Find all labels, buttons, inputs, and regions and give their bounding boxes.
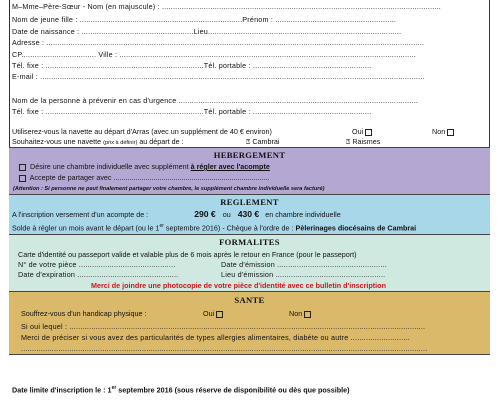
field-date-emission[interactable]: Date d'émission ..................................................: [221, 260, 387, 269]
formalites-warning: Merci de joindre une photocopie de votre pièce d'identité avec ce bulletin d'inscription: [91, 281, 386, 290]
checkbox-icon[interactable]: [365, 129, 372, 136]
reglement-acompte-text: A l'inscription versement d'un acompte de :: [12, 210, 149, 219]
navette-non-label: Non: [432, 127, 446, 136]
hebergement-attention: (Attention : Si personne ne peut finalement partager votre chambre, le supplément chambre individuelle sera facturé): [13, 186, 325, 192]
field-telephones[interactable]: Tél. fixe : ........................................................................Tél. portable : ......................................................: [12, 61, 372, 70]
field-naissance-lieu[interactable]: Date de naissance : ...................................................Lieu........................................................................................: [12, 27, 402, 36]
reglement-acompte: [12, 210, 341, 219]
hebergement-line1-underlined: à régler avec l'acompte: [190, 162, 270, 171]
field-nom[interactable]: M–Mme–Père-Sœur - Nom (en majuscule) : ...............................................................................................................................: [12, 2, 441, 11]
section-title: REGLEMENT: [220, 197, 279, 207]
hebergement-line2: Accepte de partager avec ..............................................................................: [29, 173, 270, 182]
section-sante: [9, 291, 490, 355]
section-reglement: [9, 194, 490, 234]
ordinal-sup: er: [159, 223, 164, 229]
reglement-solde-text: Solde à régler un mois avant le départ (ou le 1: [12, 223, 160, 233]
section-formalites: [9, 234, 490, 291]
reglement-individuelle-text: en chambre individuelle: [265, 210, 341, 219]
option-cambrai[interactable]: [246, 137, 280, 146]
formalites-line1: Carte d'identité ou passeport valide et valable plus de 6 mois après le retour en France (pour le passeport): [18, 250, 357, 259]
ordinal-sup: er: [111, 385, 117, 391]
sante-oui-label: Oui: [203, 309, 215, 318]
option-box-icon[interactable]: ⍰: [246, 137, 251, 146]
reglement-payee: Pèlerinages diocésains de Cambrai: [295, 223, 417, 233]
checkbox-icon[interactable]: [216, 311, 223, 318]
navette-note: (prix à définir): [103, 140, 138, 146]
field-lieu-emission[interactable]: Lieu d'émission ..................................................: [221, 270, 386, 279]
field-contact-telephones[interactable]: Tél. fixe : ........................................................................Tél. portable : ......................................................: [12, 107, 372, 116]
field-cp-ville[interactable]: CP.................................. Ville : .......................................................................................................................................: [12, 50, 416, 59]
checkbox-icon[interactable]: [304, 311, 311, 318]
date-limite-suite: septembre 2016 (sous réserve de disponibilité ou dès que possible): [116, 385, 350, 395]
checkbox-icon[interactable]: [19, 164, 26, 171]
sante-non-label: Non: [289, 309, 303, 318]
hebergement-partage[interactable]: [17, 173, 269, 182]
checkbox-icon[interactable]: [447, 129, 454, 136]
field-adresse[interactable]: Adresse : ............................................................................................................................................................................: [12, 38, 425, 47]
date-limite-text: Date limite d'inscription le : 1: [12, 385, 112, 395]
navette-non[interactable]: [432, 127, 456, 136]
section-hebergement: [9, 147, 490, 194]
field-contact-urgence[interactable]: Nom de la personne à prévenir en cas d'urgence .............................................................................................................: [12, 96, 419, 105]
hebergement-line1: Désire une chambre individuelle avec supplément: [30, 162, 189, 171]
section-title: FORMALITES: [219, 237, 280, 247]
sante-handicap: Souffrez-vous d'un handicap physique :: [21, 309, 147, 318]
field-numero-piece[interactable]: N° de votre pièce ............................................: [18, 260, 176, 269]
section-title: SANTE: [234, 295, 265, 305]
amount-individuelle: 430 €: [237, 209, 260, 219]
reglement-ou: ou: [222, 210, 231, 219]
amount-standard: 290 €: [194, 209, 216, 219]
navette-oui-label: Oui: [352, 127, 364, 136]
option-raismes-label: Raismes: [352, 137, 381, 146]
option-box-icon[interactable]: ⍰: [346, 137, 351, 146]
option-raismes[interactable]: [346, 137, 380, 146]
navette-question: [12, 127, 272, 136]
section-title: HEBERGEMENT: [213, 150, 286, 160]
navette-depart: au départ de :: [139, 137, 184, 146]
reglement-cheque-text: septembre 2016) - Chèque à l'ordre de :: [165, 223, 294, 233]
navette-souhait-text: Souhaitez-vous une navette: [12, 137, 102, 146]
field-nom-jeune-fille-prenom[interactable]: Nom de jeune fille : ..........................................................................Prénom : .......................................................: [12, 15, 397, 24]
field-date-expiration[interactable]: Date d'expiration ..............................................: [18, 270, 179, 279]
sante-non[interactable]: [289, 309, 313, 318]
reglement-solde: [12, 222, 416, 232]
sante-oui[interactable]: [203, 309, 225, 318]
hebergement-individuelle[interactable]: [17, 162, 270, 171]
field-email[interactable]: E-mail : ...............................................................................................................................................................................: [12, 72, 425, 81]
navette-oui[interactable]: [352, 127, 374, 136]
option-cambrai-label: Cambrai: [252, 137, 280, 146]
field-allergies-suite[interactable]: .........................................................................................................................................................................................: [21, 344, 428, 353]
date-limite: [12, 385, 350, 394]
field-allergies[interactable]: Merci de préciser si vous avez des particularités de types allergies alimentaires, diabète ou autre ...........................: [21, 333, 410, 342]
checkbox-icon[interactable]: [19, 175, 26, 182]
navette-question-text: Utiliserez-vous la navette au départ d'Arras (avec un supplément de 40 € environ): [12, 127, 272, 136]
field-handicap-lequel[interactable]: Si oui lequel : ..................................................................................................................................................................: [21, 322, 426, 331]
